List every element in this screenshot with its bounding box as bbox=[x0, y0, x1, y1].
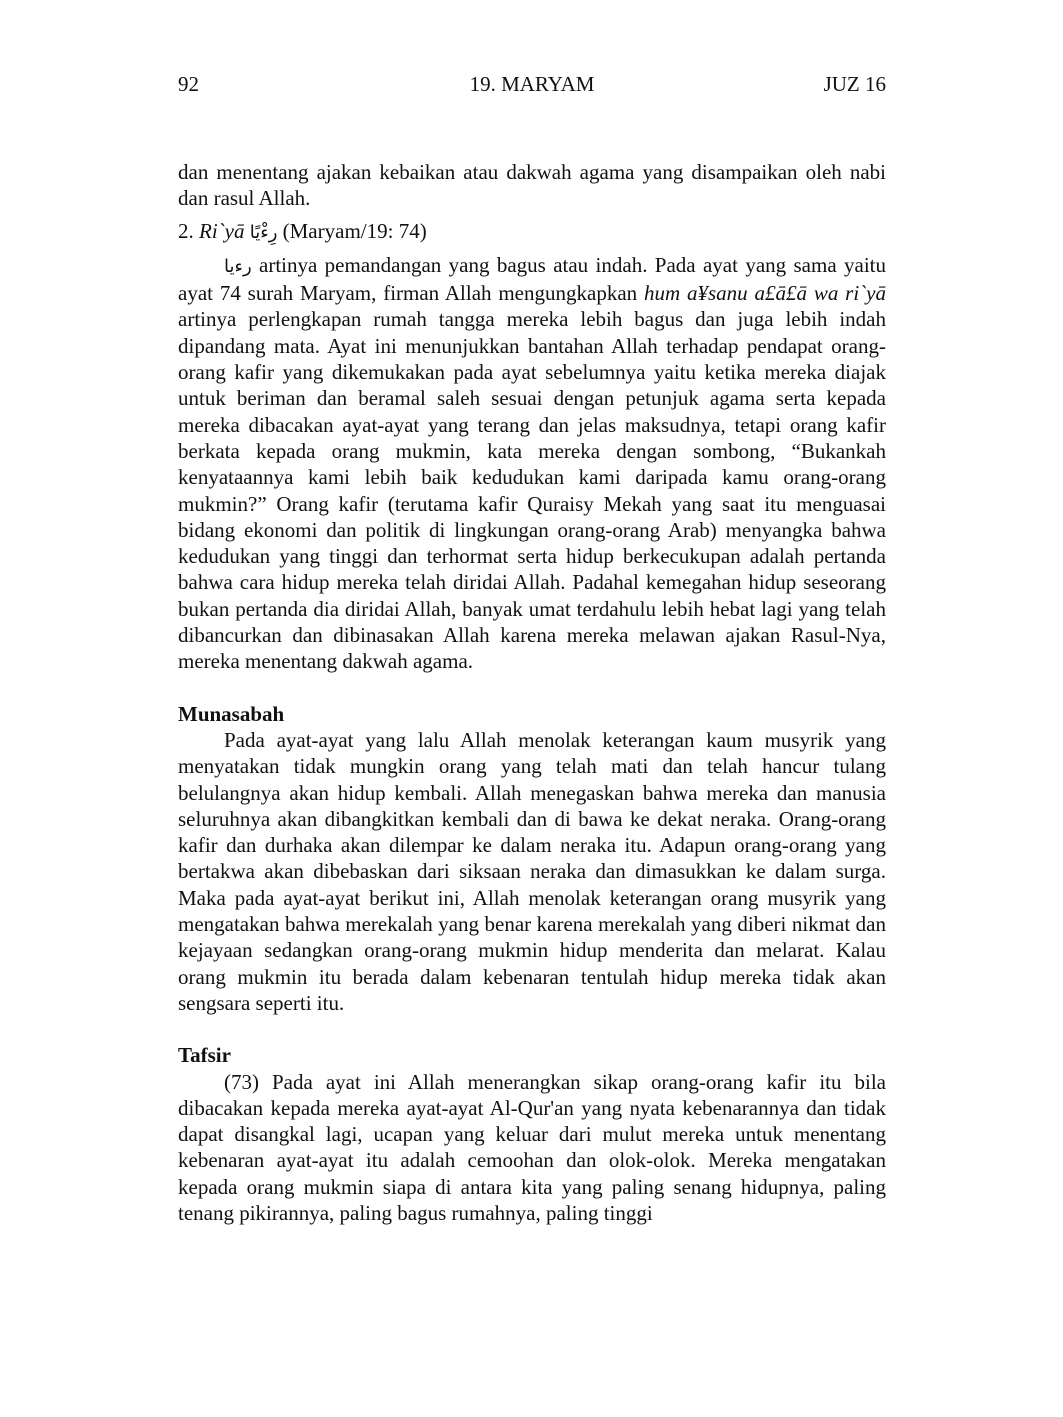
page-number: 92 bbox=[178, 72, 199, 96]
item-number: 2. bbox=[178, 218, 194, 243]
tafsir-heading: Tafsir bbox=[178, 1043, 231, 1068]
page-body bbox=[178, 159, 886, 1226]
definition-phrase: hum a¥sanu a£ā£ā wa ri`yā bbox=[643, 281, 886, 306]
juz-label: JUZ 16 bbox=[823, 72, 886, 96]
definition-arabic: رءيا bbox=[224, 255, 252, 277]
chapter-title: 19. MARYAM bbox=[469, 72, 595, 96]
page-header bbox=[178, 72, 886, 102]
continuation-paragraph: dan menentang ajakan kebaikan atau dakwah agama yang disampaikan oleh nabi dan rasul Allah. bbox=[178, 160, 886, 211]
munasabah-paragraph: Pada ayat-ayat yang lalu Allah menolak keterangan kaum musyrik yang menyatakan tidak mungkin orang yang telah mati dan telah hancur tulang belulangnya akan hidup kembali. Allah menegaskan bahwa mereka dan manusia seluruhnya akan dibangkitkan kembali dan di bawa ke dekat neraka. Orang-orang kafir dan durhaka akan dilempar ke dalam neraka itu. Adapun orang-orang yang bertakwa akan dibebaskan dari siksaan neraka dan dimasukkan ke dalam surga. Maka pada ayat-ayat berikut ini, Allah menolak keterangan orang musyrik yang mengatakan bahwa merekalah yang benar karena merekalah yang diberi nikmat dan kejayaan sedangkan orang-orang mukmin hidup menderita dan melarat. Kalau orang mukmin itu berada dalam kebenaran tentulah hidup mereka tidak akan sengsara seperti itu. bbox=[178, 727, 886, 1015]
definition-text-2: artinya perlengkapan rumah tangga mereka lebih bagus dan juga lebih indah dipandang mata. Ayat ini menunjukkan bantahan Allah terhadap pendapat orang-orang kafir yang dikemukakan pada ayat sebelumnya yaitu ketika mereka diajak untuk beriman dan beramal saleh sesuai dengan petunjuk agama serta kepada mereka dibacakan ayat-ayat yang terang dan jelas maksudnya, tetapi orang kafir berkata kepada orang mukmin, kata mereka dengan sombong, “Bukankah kenyataannya kami lebih baik kedudukan kami daripada kamu orang-orang mukmin?” Orang kafir (terutama kafir Quraisy Mekah yang saat itu menguasai bidang ekonomi dan politik di lingkungan orang-orang Arab) menyangka bahwa kedudukan yang tinggi dan terhormat serta hidup berkecukupan adalah pertanda bahwa cara hidup mereka telah diridai Allah. Padahal kemegahan hidup seseorang bukan pertanda dia diridai Allah, banyak umat terdahulu lebih hebat lagi yang telah dibancurkan dan dibinasakan Allah karena mereka melawan ajakan Rasul-Nya, mereka menentang dakwah agama. bbox=[178, 307, 886, 674]
item-arabic: رِءْيًا bbox=[249, 221, 278, 243]
definition-text-1: artinya pemandangan yang bagus atau indah. Pada ayat yang sama yaitu ayat 74 surah Maryam, firman Allah mengungkapkan bbox=[178, 252, 886, 306]
item-term: Ri`yā bbox=[199, 218, 245, 243]
definition-paragraph bbox=[178, 252, 886, 675]
vocabulary-item bbox=[178, 218, 886, 246]
munasabah-heading: Munasabah bbox=[178, 701, 285, 726]
tafsir-paragraph: (73) Pada ayat ini Allah menerangkan sikap orang-orang kafir itu bila dibacakan kepada mereka ayat-ayat Al-Qur'an yang nyata kebenarannya dan tidak dapat disangkal lagi, ucapan yang keluar dari mulut mereka untuk menentang kebenaran ayat-ayat itu adalah cemoohan dan olok-olok. Mereka mengatakan kepada orang mukmin siapa di antara kita yang paling senang hidupnya, paling tenang pikirannya, paling bagus rumahnya, paling tinggi bbox=[178, 1069, 886, 1225]
item-reference: (Maryam/19: 74) bbox=[282, 218, 427, 243]
